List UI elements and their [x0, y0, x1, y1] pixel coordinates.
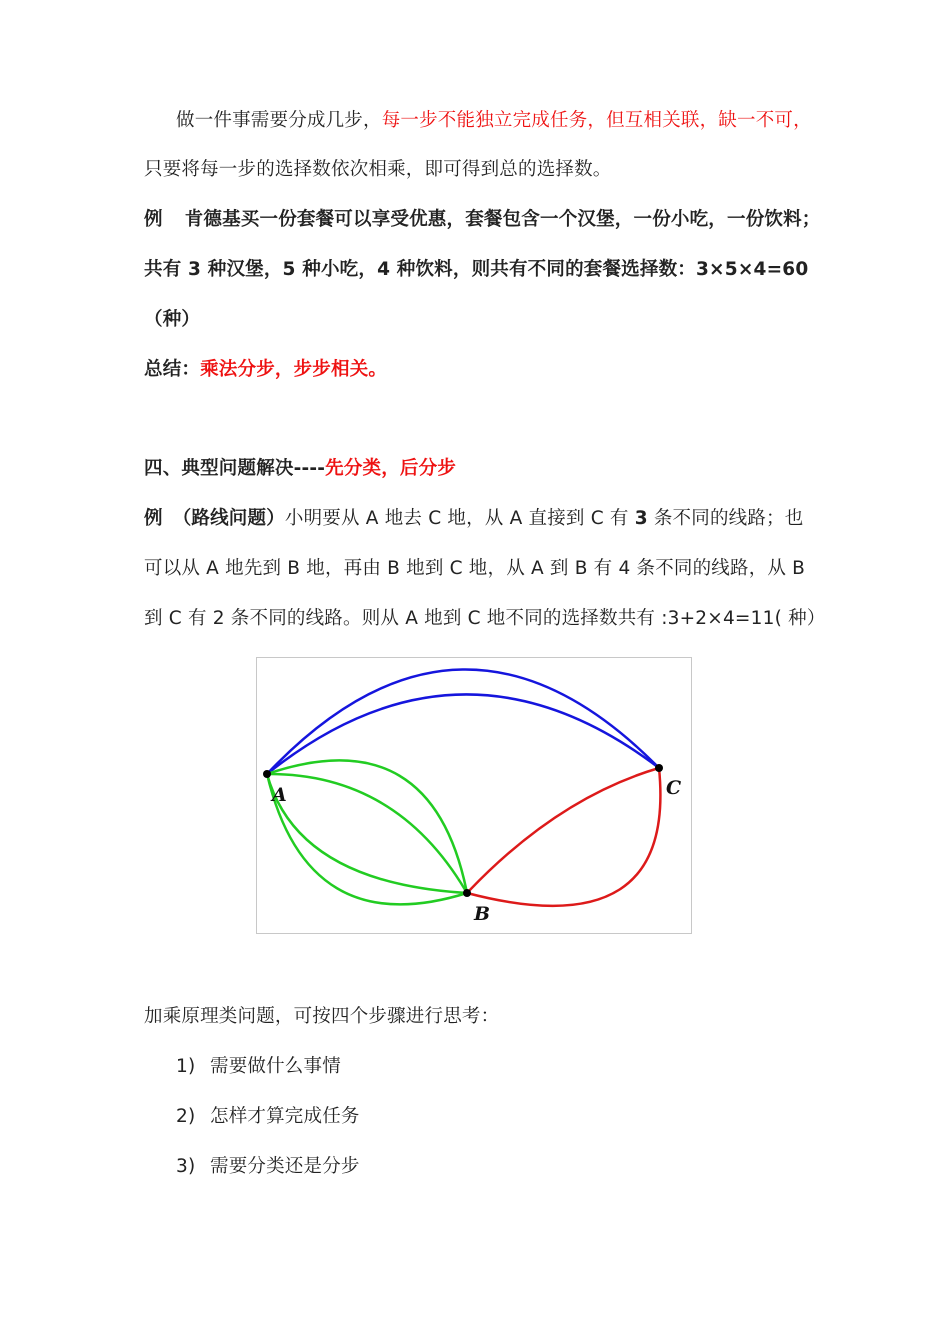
example2-text1a: 小明要从 A 地去 C 地，从 A 直接到 C 有 [284, 508, 635, 529]
example1-line2: 共有 3 种汉堡，5 种小吃，4 种饮料，则共有不同的套餐选择数：3×5×4=60 [144, 259, 809, 280]
node-b [463, 889, 471, 897]
example2-line3: 到 C 有 2 条不同的线路。则从 A 地到 C 地不同的选择数共有 :3+2×4=11( 种） [144, 608, 826, 629]
example2-prefix: 例 [144, 508, 163, 529]
route-bc-1 [467, 768, 659, 893]
route-diagram [256, 657, 692, 934]
step-item-3 [176, 1155, 856, 1179]
summary-label: 总结： [144, 359, 201, 380]
route-diagram-svg [257, 658, 693, 935]
route-ab-4 [267, 774, 467, 904]
para1-line1 [176, 109, 856, 133]
section4-heading [144, 457, 824, 481]
step-num-2: 2) [176, 1106, 196, 1127]
example1-line3: （种） [144, 309, 201, 330]
example1-text1: 肯德基买一份套餐可以享受优惠，套餐包含一个汉堡，一份小吃，一份饮料； [184, 209, 821, 230]
para1-normal: 做一件事需要分成几步， [176, 110, 382, 131]
step-item-2 [176, 1105, 856, 1129]
example2-line1 [144, 507, 824, 531]
section4-heading-text: 四、典型问题解决---- [144, 458, 326, 479]
example2-bold: 3 [634, 508, 648, 529]
summary-line [144, 358, 824, 382]
step-num-1: 1) [176, 1056, 196, 1077]
para1-line2: 只要将每一步的选择数依次相乘，即可得到总的选择数。 [144, 159, 612, 180]
example2-tag: （路线问题） [172, 508, 285, 529]
route-ab-3 [267, 774, 467, 893]
steps-intro: 加乘原理类问题，可按四个步骤进行思考： [144, 1006, 500, 1027]
label-b: B [474, 903, 491, 925]
section4-red: 先分类，后分步 [325, 458, 457, 479]
step-text-3: 需要分类还是分步 [210, 1156, 360, 1177]
route-ac-1 [267, 669, 659, 774]
label-c: C [666, 777, 682, 799]
step-num-3: 3) [176, 1156, 196, 1177]
example2-text1b: 条不同的线路；也 [647, 508, 804, 529]
label-a: A [272, 784, 287, 806]
step-item-1 [176, 1055, 856, 1079]
example1-prefix: 例 [144, 209, 163, 230]
route-ab-1 [267, 760, 467, 893]
step-text-1: 需要做什么事情 [210, 1056, 341, 1077]
node-c [655, 764, 663, 772]
para1-red: 每一步不能独立完成任务，但互相关联，缺一不可， [381, 110, 812, 131]
node-a [263, 770, 271, 778]
example1-line1 [144, 208, 824, 232]
route-bc-2 [467, 768, 660, 906]
summary-red: 乘法分步，步步相关。 [200, 359, 388, 380]
example2-line2: 可以从 A 地先到 B 地，再由 B 地到 C 地，从 A 到 B 有 4 条不同的线路，从 B [144, 558, 806, 579]
step-text-2: 怎样才算完成任务 [210, 1106, 360, 1127]
